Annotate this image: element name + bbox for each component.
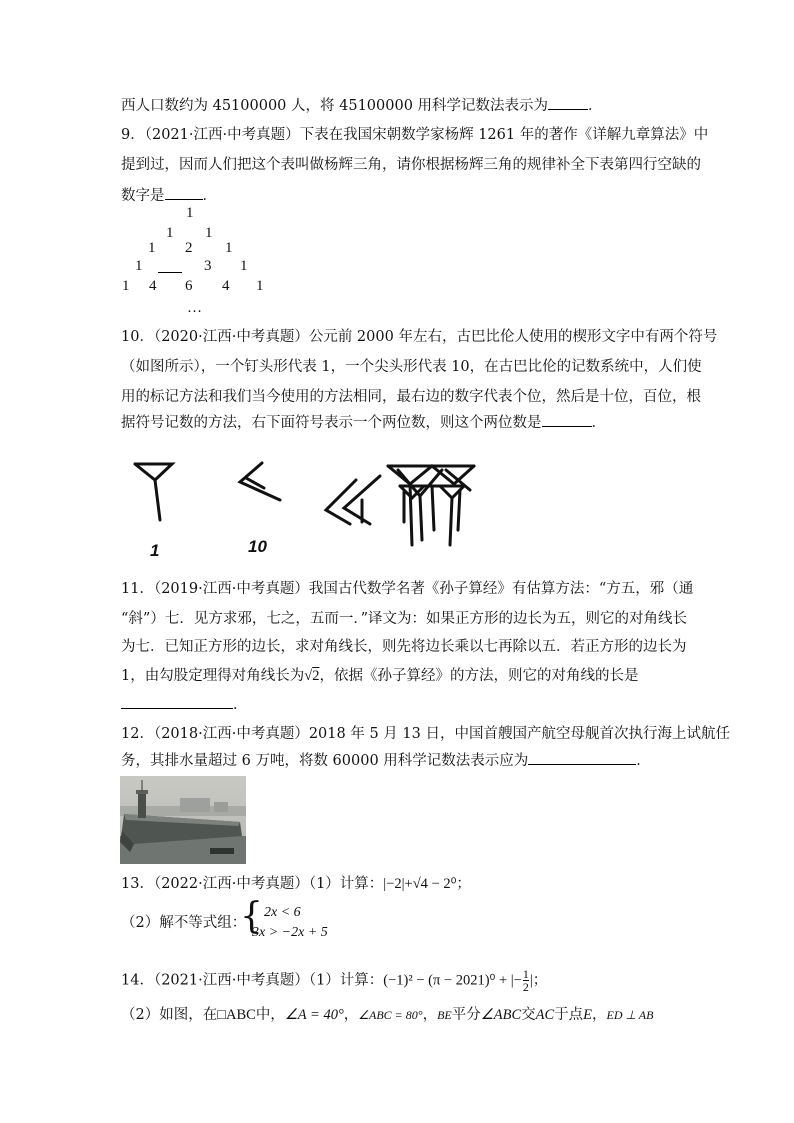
inequality-2: 3x > −2x + 5 <box>252 925 328 940</box>
q11-line5: ． <box>121 694 248 715</box>
tri-r3-c3: 1 <box>225 240 233 256</box>
tri-r4-c3: 3 <box>204 258 212 274</box>
aircraft-carrier-photo <box>120 776 246 864</box>
composite-number-icon <box>326 466 474 545</box>
q9-line2: 提到过，因而人们把这个表叫做杨辉三角，请你根据杨辉三角的规律补全下表第四行空缺的 <box>121 157 701 173</box>
q10-line4: 据符号记数的方法，右下面符号表示一个两位数，则这个两位数是 ． <box>121 412 606 433</box>
q10-line2: （如图所示），一个钉头形代表 1，一个尖头形代表 10，在古巴比伦的记数系统中，人们使 <box>121 359 702 375</box>
q9-answer-blank[interactable] <box>165 185 203 200</box>
tri-r5-c2: 4 <box>149 278 157 294</box>
tri-r5-c1: 1 <box>122 278 130 294</box>
q10-line1: 10．（2020·江西·中考真题）公元前 2000 年左右，古巴比伦人使用的楔形文字中有两个符号 <box>121 329 718 345</box>
brace-icon: { <box>240 896 263 937</box>
q10-line3: 用的标记方法和我们当今使用的方法相同，最右边的数字代表个位，然后是十位，百位，根 <box>121 389 701 405</box>
caption-ten: 10 <box>248 537 267 556</box>
tri-r3-c2: 2 <box>185 240 193 256</box>
q9-line3: 数字是 ． <box>121 185 217 206</box>
q11-line4: 1，由勾股定理得对角线长为√2，依据《孙子算经》的方法，则它的对角线的长是 <box>121 668 639 684</box>
q14-expression: (−1)² − (π − 2021)⁰ + |− <box>383 972 522 989</box>
q14-line2: （2）如图，在□ABC中，∠A = 40°，∠ABC = 80°，BE平分∠ABC交AC于点E，ED ⊥ AB <box>121 1007 654 1023</box>
q11-line1: 11．（2019·江西·中考真题）我国古代数学名著《孙子算经》有估算方法：“方五，邪（通 <box>121 581 694 597</box>
tri-dots: … <box>187 300 202 316</box>
q11-answer-blank[interactable] <box>121 694 233 709</box>
q8-text: 西人口数约为 45100000 人，将 45100000 用科学记数法表示为 <box>121 98 549 114</box>
q8-line: 西人口数约为 45100000 人，将 45100000 用科学记数法表示为 ． <box>121 95 603 116</box>
q13-expression: |−2|+√4 − 2⁰ <box>383 876 457 892</box>
sqrt2: √2 <box>304 668 320 684</box>
caption-one: 1 <box>150 541 160 560</box>
q10-answer-blank[interactable] <box>542 412 592 427</box>
tri-r3-c1: 1 <box>148 240 156 256</box>
tri-r5-c5: 1 <box>256 278 264 294</box>
tri-r2-c1: 1 <box>166 225 174 241</box>
tri-r5-c4: 4 <box>222 278 230 294</box>
q12-answer-blank[interactable] <box>528 750 636 765</box>
q13-line1: 13．（2022·江西·中考真题）（1）计算：|−2|+√4 − 2⁰； <box>121 876 471 892</box>
q8-answer-blank[interactable] <box>548 95 588 110</box>
q9-line1: 9．（2021·江西·中考真题）下表在我国宋朝数学家杨辉 1261 年的著作《详解九章算法》中 <box>121 127 709 143</box>
q11-line3: 为七．已知正方形的边长，求对角线长，则先将边长乘以七再除以五．若正方形的边长为 <box>121 639 687 655</box>
q12-line2: 务，其排水量超过 6 万吨，将数 60000 用科学记数法表示应为 ． <box>121 750 651 771</box>
inequality-1: 2x < 6 <box>264 905 301 920</box>
nail-symbol-icon <box>135 464 172 520</box>
q14-line1: 14．（2021·江西·中考真题）（1）计算：(−1)² − (π − 2021)⁰ + |− $\frac{1}{2}$ |； <box>121 967 548 994</box>
wedge-symbol-icon <box>240 463 280 500</box>
q13-line2: （2）解不等式组： <box>121 915 247 931</box>
tri-r1-c1: 1 <box>186 205 194 221</box>
q12-line1: 12．（2018·江西·中考真题）2018 年 5 月 13 日，中国首艘国产航空母舰首次执行海上试航任 <box>121 726 730 742</box>
tri-r4-blank[interactable] <box>158 258 182 273</box>
tri-r4-c1: 1 <box>135 258 143 274</box>
tri-r5-c3: 6 <box>185 278 193 294</box>
q11-line2: “斜”）七．见方求邪，七之，五而一．”译文为：如果正方形的边长为五，则它的对角线长 <box>121 611 687 627</box>
tri-r4-c4: 1 <box>240 258 248 274</box>
fraction-half: $\frac{1}{2}$ <box>522 967 529 994</box>
tri-r2-c2: 1 <box>205 225 213 241</box>
